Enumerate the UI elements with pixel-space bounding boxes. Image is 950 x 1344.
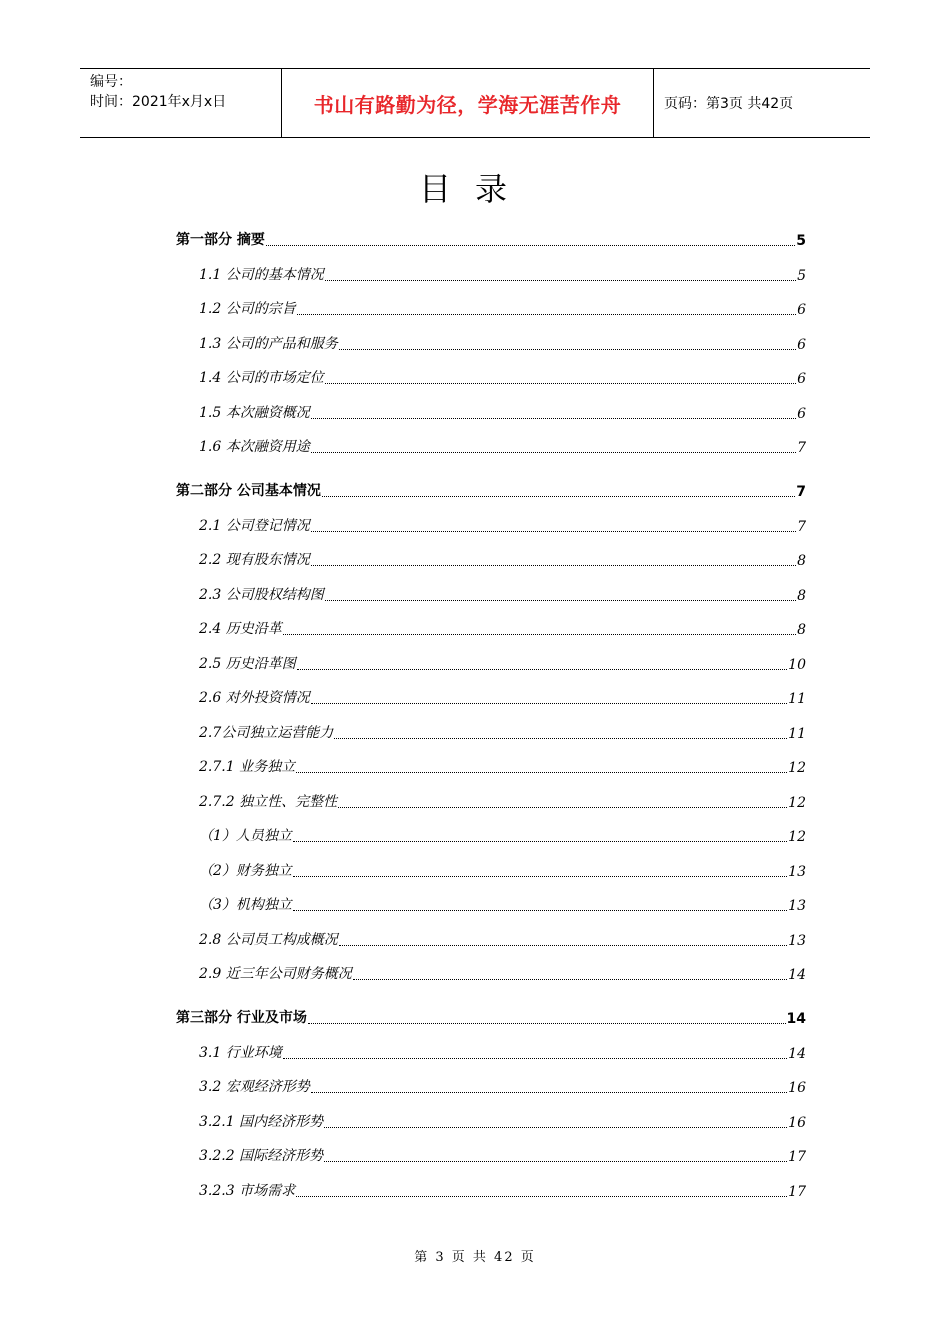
toc-leader-dots <box>293 841 787 842</box>
toc-entry[interactable] <box>199 1076 806 1096</box>
toc-entry[interactable] <box>199 1145 806 1165</box>
toc-entry-page: 13 <box>788 932 806 949</box>
toc-entry[interactable] <box>176 480 806 500</box>
toc-entry[interactable] <box>199 791 806 811</box>
toc-entry-label: 2.4 历史沿革 <box>199 621 282 637</box>
toc-entry-page: 7 <box>797 440 806 456</box>
toc-entry-page: 13 <box>788 863 806 880</box>
toc-leader-dots <box>297 314 796 315</box>
toc-entry-page: 7 <box>797 518 806 535</box>
toc-entry-label: 3.1 行业环境 <box>199 1044 282 1061</box>
toc-entry-label: 2.9 近三年公司财务概况 <box>199 966 352 982</box>
toc-leader-dots <box>293 876 787 877</box>
toc-entry[interactable] <box>199 367 806 387</box>
toc-entry[interactable] <box>199 584 806 604</box>
toc-entry-page: 5 <box>797 267 806 284</box>
toc-entry-label: 3.2.2 国际经济形势 <box>199 1148 324 1164</box>
toc-entry-page: 6 <box>797 336 806 353</box>
toc-entry[interactable] <box>199 653 806 673</box>
toc-leader-dots <box>283 634 796 635</box>
toc-entry-page: 12 <box>788 794 806 811</box>
toc-entry[interactable] <box>199 825 806 845</box>
toc-entry-page: 11 <box>788 725 806 742</box>
toc-leader-dots <box>266 245 795 246</box>
toc-entry-page: 11 <box>788 691 806 707</box>
toc-entry-page: 14 <box>786 1011 806 1027</box>
toc-entry[interactable] <box>199 963 806 983</box>
toc-entry-page: 14 <box>788 967 806 983</box>
toc-leader-dots <box>293 910 787 911</box>
toc-entry-page: 14 <box>788 1045 806 1062</box>
toc-entry-page: 8 <box>797 587 806 604</box>
page-header <box>80 68 870 138</box>
header-page-info: 页码：第3页 共42页 <box>664 96 794 112</box>
toc-entry-label: 第三部分 行业及市场 <box>176 1010 307 1026</box>
toc-entry-label: 1.5 本次融资概况 <box>199 404 310 421</box>
toc-entry-label: 2.3 公司股权结构图 <box>199 586 324 603</box>
toc-entry-label: 第二部分 公司基本情况 <box>176 483 321 499</box>
toc-entry-label: 3.2.1 国内经济形势 <box>199 1113 324 1130</box>
toc-leader-dots <box>324 1127 787 1128</box>
toc-entry[interactable] <box>199 298 806 318</box>
toc-leader-dots <box>311 531 796 532</box>
toc-leader-dots <box>296 1196 787 1197</box>
toc-entry-page: 16 <box>788 1114 806 1131</box>
toc-entry[interactable] <box>199 722 806 742</box>
toc-leader-dots <box>308 1023 786 1024</box>
toc-leader-dots <box>283 1058 787 1059</box>
toc-entry-label: 2.7公司独立运营能力 <box>199 724 334 741</box>
toc-entry[interactable] <box>199 515 806 535</box>
header-motto-cell <box>282 69 654 137</box>
header-motto: 书山有路勤为径，学海无涯苦作舟 <box>313 92 622 117</box>
toc-entry[interactable] <box>176 1007 806 1027</box>
toc-entry[interactable] <box>199 1180 806 1200</box>
toc-leader-dots <box>325 383 796 384</box>
toc-entry-label: 2.8 公司员工构成概况 <box>199 931 338 948</box>
page-footer: 第 3 页 共 42 页 <box>414 1250 536 1265</box>
toc-entry[interactable] <box>199 860 806 880</box>
toc-leader-dots <box>339 349 796 350</box>
toc-entry[interactable] <box>199 402 806 422</box>
toc-leader-dots <box>339 945 787 946</box>
toc-leader-dots <box>324 1161 787 1162</box>
toc-leader-dots <box>311 452 796 453</box>
toc-leader-dots <box>322 496 795 497</box>
toc-entry-page: 8 <box>797 553 806 569</box>
toc-entry-page: 8 <box>797 622 806 638</box>
toc-entry[interactable] <box>199 1042 806 1062</box>
toc-entry[interactable] <box>199 618 806 638</box>
toc-entry-page: 10 <box>788 656 806 673</box>
toc-entry-page: 12 <box>788 829 806 845</box>
toc-leader-dots <box>311 565 796 566</box>
toc-leader-dots <box>353 979 787 980</box>
toc-leader-dots <box>296 772 787 773</box>
toc-entry[interactable] <box>199 1111 806 1131</box>
document-time-label: 时间：2021年x月x日 <box>90 94 227 110</box>
toc-entry[interactable] <box>199 333 806 353</box>
toc-entry[interactable] <box>176 229 806 249</box>
toc-entry-label: （1）人员独立 <box>199 828 292 844</box>
toc-entry-label: 2.6 对外投资情况 <box>199 690 310 706</box>
toc-entry[interactable] <box>199 894 806 914</box>
toc-entry-label: （3）机构独立 <box>199 897 292 913</box>
toc-entry[interactable] <box>199 436 806 456</box>
toc-entry-label: 2.7.1 业务独立 <box>199 759 296 775</box>
toc-leader-dots <box>338 807 787 808</box>
toc-entry-label: 2.7.2 独立性、完整性 <box>199 793 338 810</box>
toc-leader-dots <box>297 669 787 670</box>
toc-entry-label: （2）财务独立 <box>199 862 292 879</box>
header-page-cell <box>654 69 870 137</box>
toc-entry-label: 2.1 公司登记情况 <box>199 517 310 534</box>
toc-leader-dots <box>325 280 796 281</box>
toc-leader-dots <box>311 1092 787 1093</box>
toc-entry-label: 1.4 公司的市场定位 <box>199 370 324 386</box>
toc-entry-page: 7 <box>796 484 806 500</box>
toc-entry-page: 16 <box>788 1080 806 1096</box>
toc-leader-dots <box>311 703 787 704</box>
toc-leader-dots <box>334 738 787 739</box>
toc-entry-page: 6 <box>797 371 806 387</box>
toc-entry[interactable] <box>199 929 806 949</box>
toc-leader-dots <box>325 600 796 601</box>
toc-entry[interactable] <box>199 264 806 284</box>
toc-entry-label: 1.3 公司的产品和服务 <box>199 335 338 352</box>
toc-entry[interactable] <box>199 756 806 776</box>
toc-entry-page: 17 <box>788 1149 806 1165</box>
page-title: 目录 <box>418 170 531 208</box>
toc-entry-label: 第一部分 摘要 <box>176 232 265 248</box>
toc-entry-label: 1.1 公司的基本情况 <box>199 266 324 283</box>
document-number-label: 编号： <box>90 74 132 90</box>
header-left-cell <box>80 69 282 137</box>
toc-entry[interactable] <box>199 687 806 707</box>
toc-entry-page: 13 <box>788 898 806 914</box>
toc-entry-page: 6 <box>797 405 806 422</box>
toc-entry-page: 17 <box>788 1183 806 1200</box>
toc-entry-label: 2.2 现有股东情况 <box>199 552 310 568</box>
toc-entry-label: 1.6 本次融资用途 <box>199 439 310 455</box>
toc-entry-page: 12 <box>788 760 806 776</box>
toc-entry-label: 2.5 历史沿革图 <box>199 655 296 672</box>
toc-entry-page: 6 <box>797 302 806 318</box>
toc-entry-label: 1.2 公司的宗旨 <box>199 301 296 317</box>
toc-entry-page: 5 <box>796 233 806 249</box>
toc-leader-dots <box>311 418 796 419</box>
toc-entry-label: 3.2.3 市场需求 <box>199 1182 296 1199</box>
toc-entry-label: 3.2 宏观经济形势 <box>199 1079 310 1095</box>
toc-entry[interactable] <box>199 549 806 569</box>
